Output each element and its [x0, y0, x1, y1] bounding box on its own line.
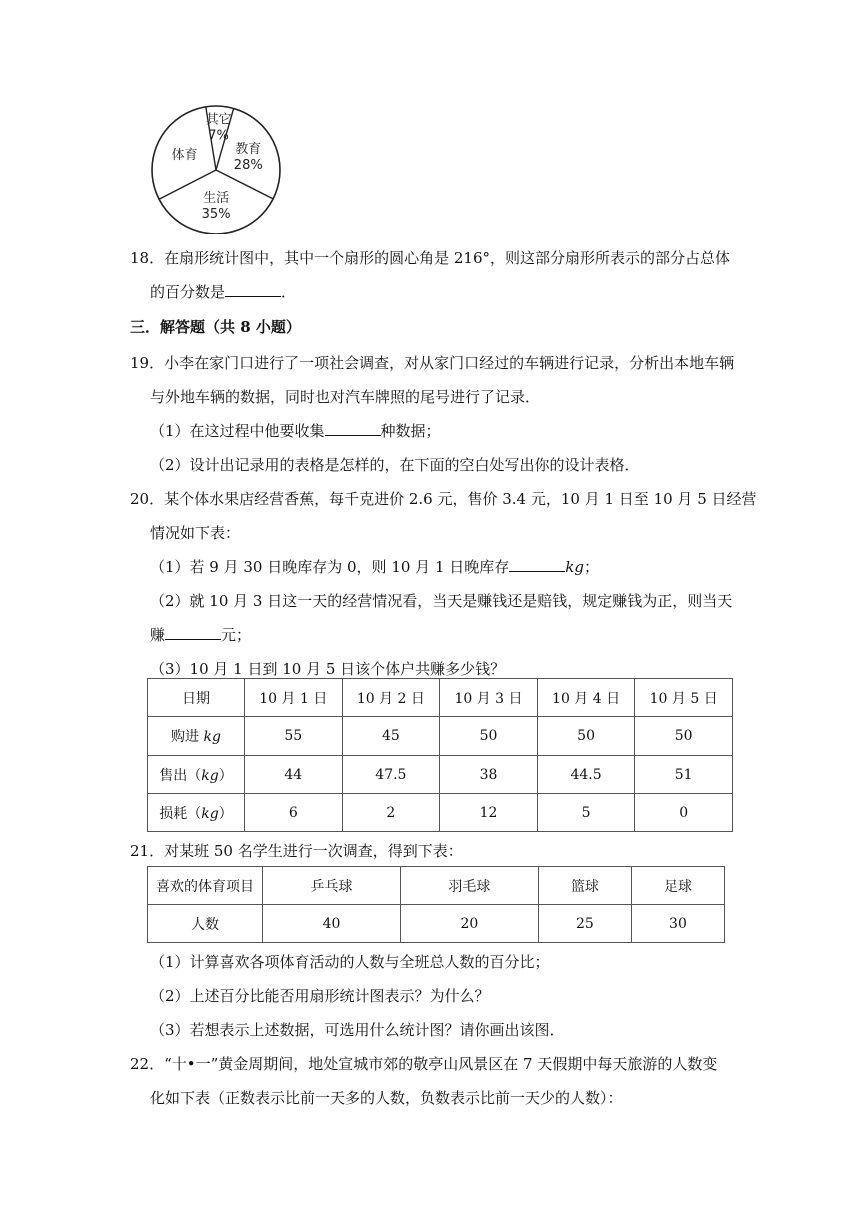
q19-text-line2: 与外地车辆的数据，同时也对汽车牌照的尾号进行了记录．: [150, 388, 541, 406]
pie-chart: [148, 104, 288, 234]
table-cell: 51: [635, 756, 733, 794]
table-row-label: 售出（kg）: [148, 756, 245, 794]
table-cell: 38: [440, 756, 538, 794]
pie-label-percent: 7%: [208, 128, 229, 144]
table-header-cell: 足球: [631, 867, 724, 905]
table-header-cell: 10 月 3 日: [440, 679, 538, 717]
table-cell: 5: [537, 794, 635, 832]
q20-table: [147, 678, 733, 832]
q19-answer-blank[interactable]: [325, 421, 381, 436]
q22-text-line2: 化如下表（正数表示比前一天多的人数，负数表示比前一天少的人数）：: [150, 1089, 623, 1107]
table-header-cell: 乒乓球: [263, 867, 401, 905]
q21-table: [147, 866, 725, 943]
q19-sub1: （1）在这过程中他要收集 种数据；: [150, 422, 441, 440]
table-cell: 25: [538, 905, 631, 943]
table-header-cell: 篮球: [538, 867, 631, 905]
pie-label-percent: 35%: [201, 207, 231, 223]
pie-label-name: 生活: [203, 191, 230, 207]
table-row: [148, 679, 733, 717]
table-cell: 40: [263, 905, 401, 943]
table-cell: 6: [245, 794, 343, 832]
table-cell: 45: [342, 717, 440, 756]
table-cell: 47.5: [342, 756, 440, 794]
table-header-cell: 10 月 1 日: [245, 679, 343, 717]
table-row-label: 人数: [148, 905, 263, 943]
q20-text-line1: 20．某个体水果店经营香蕉，每千克进价 2.6 元，售价 3.4 元，10 月 1 日至 10 月 5 日经营: [130, 490, 757, 508]
section-3-title: 三．解答题（共 8 小题）: [130, 318, 301, 336]
pie-label-name: 教育: [235, 141, 262, 157]
pie-label-name: 其它: [205, 112, 232, 128]
q20-sub2-blank[interactable]: [165, 625, 221, 640]
q21-sub3: （3）若想表示上述数据，可选用什么统计图？请你画出该图．: [150, 1021, 565, 1039]
table-cell: 12: [440, 794, 538, 832]
table-cell: 0: [635, 794, 733, 832]
q20-text-line2: 情况如下表：: [150, 524, 241, 542]
table-cell: 50: [635, 717, 733, 756]
pie-label-name: 体育: [171, 148, 198, 164]
q20-sub3: （3）10 月 1 日到 10 月 5 日该个体户共赚多少钱？: [150, 660, 506, 678]
q20-sub1: （1）若 9 月 30 日晚库存为 0，则 10 月 1 日晚库存 kg；: [150, 558, 599, 576]
table-cell: 50: [440, 717, 538, 756]
table-row-label: 损耗（kg）: [148, 794, 245, 832]
table-header-cell: 羽毛球: [400, 867, 538, 905]
table-cell: 44: [245, 756, 343, 794]
q21-sub1: （1）计算喜欢各项体育活动的人数与全班总人数的百分比；: [150, 953, 550, 971]
table-row: [148, 794, 733, 832]
table-cell: 20: [400, 905, 538, 943]
table-cell: 55: [245, 717, 343, 756]
table-row: [148, 756, 733, 794]
table-cell: 44.5: [537, 756, 635, 794]
table-row: [148, 905, 725, 943]
table-row: [148, 717, 733, 756]
q20-sub2-line1: （2）就 10 月 3 日这一天的经营情况看，当天是赚钱还是赔钱，规定赚钱为正，则当天: [150, 592, 733, 610]
q18-text-line1: 18．在扇形统计图中，其中一个扇形的圆心角是 216°，则这部分扇形所表示的部分占总体: [130, 249, 730, 267]
table-cell: 50: [537, 717, 635, 756]
q21-text-line1: 21．对某班 50 名学生进行一次调查，得到下表：: [130, 842, 463, 860]
q21-sub2: （2）上述百分比能否用扇形统计图表示？为什么？: [150, 987, 490, 1005]
table-cell: 2: [342, 794, 440, 832]
q20-sub1-blank[interactable]: [509, 557, 565, 572]
q20-sub2-line2: 赚 元；: [150, 626, 252, 644]
q18-answer-blank[interactable]: [225, 282, 281, 297]
pie-label-percent: 28%: [233, 157, 263, 173]
table-row: [148, 867, 725, 905]
table-cell: 30: [631, 905, 724, 943]
table-header-cell: 10 月 5 日: [635, 679, 733, 717]
q22-text-line1: 22．“十•一”黄金周期间，地处宣城市郊的敬亭山风景区在 7 天假期中每天旅游的人数变: [130, 1055, 718, 1073]
table-header-cell: 日期: [148, 679, 245, 717]
table-row-label: 购进 kg: [148, 717, 245, 756]
q19-sub2: （2）设计出记录用的表格是怎样的，在下面的空白处写出你的设计表格．: [150, 456, 640, 474]
table-header-cell: 10 月 2 日: [342, 679, 440, 717]
table-header-cell: 10 月 4 日: [537, 679, 635, 717]
table-header-cell: 喜欢的体育项目: [148, 867, 263, 905]
q18-text-line2: 的百分数是 ．: [150, 283, 297, 301]
q19-text-line1: 19．小李在家门口进行了一项社会调查，对从家门口经过的车辆进行记录，分析出本地车辆: [130, 354, 735, 372]
